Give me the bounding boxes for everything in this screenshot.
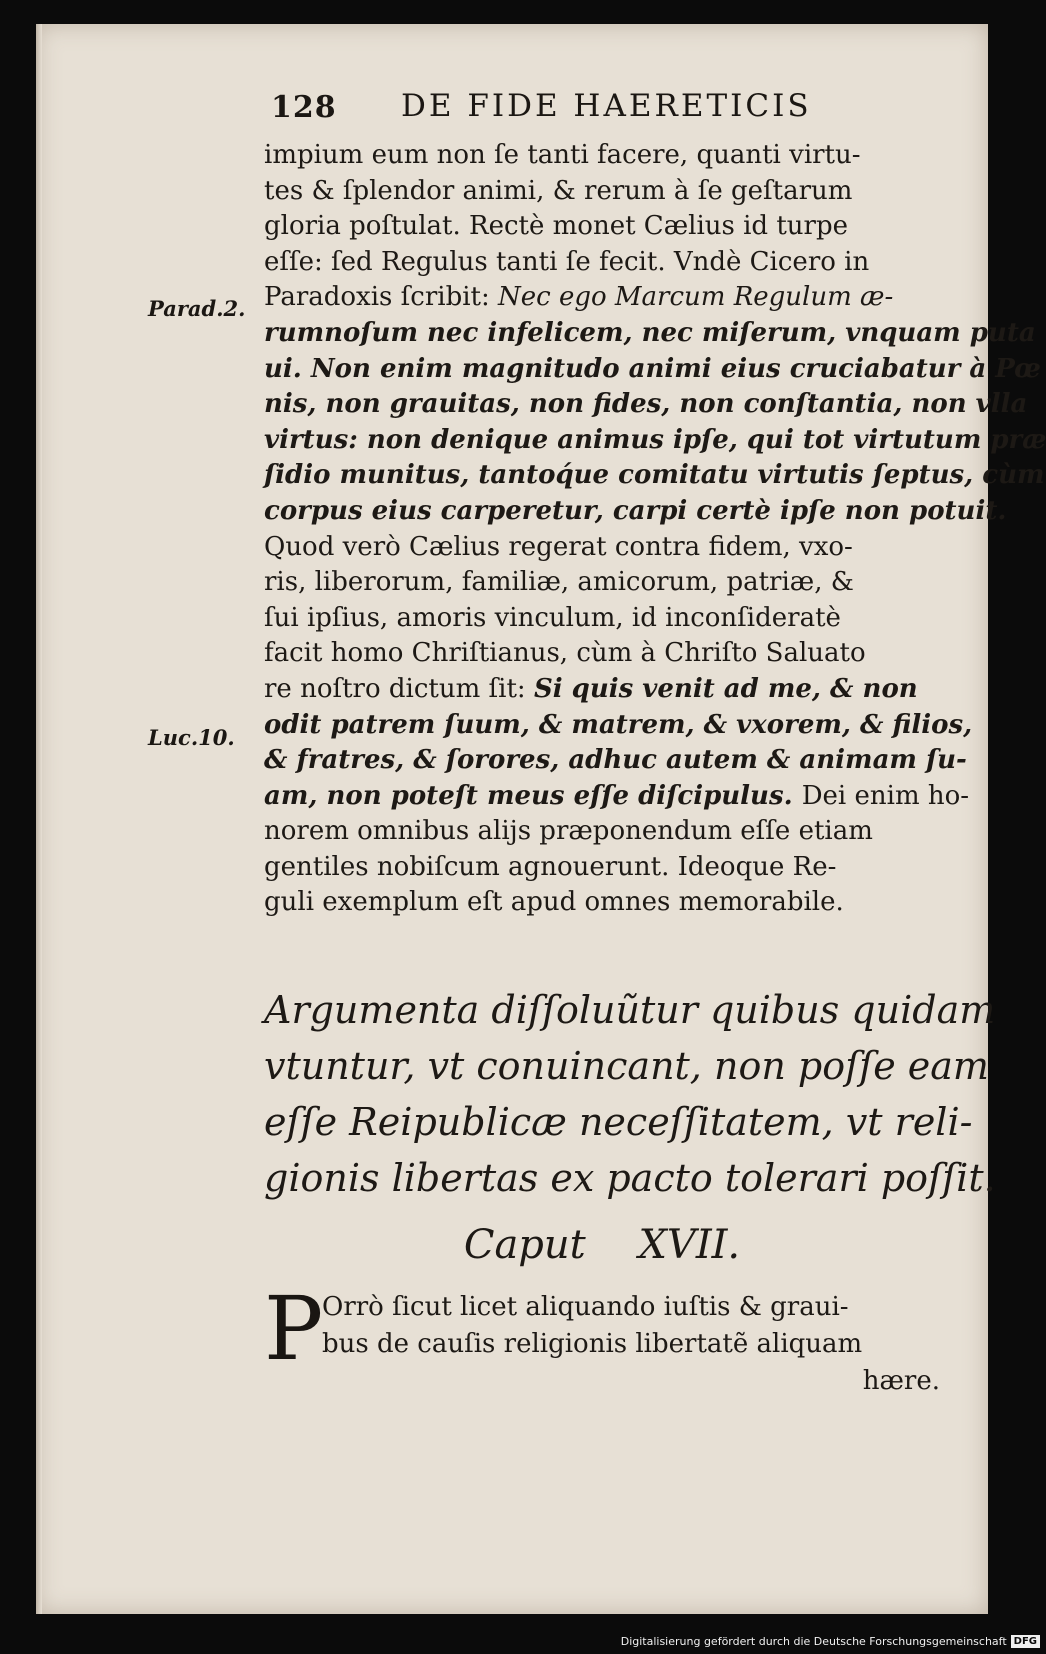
quotation-italic: Si quis venit ad me, & non bbox=[533, 673, 918, 704]
page-gutter bbox=[36, 24, 42, 1614]
body-text bbox=[264, 138, 1046, 921]
digitization-credit bbox=[621, 1635, 1040, 1648]
text-line: bus de cauſis religionis libertatẽ aliquam bbox=[322, 1329, 863, 1359]
quotation-line: ſidio munitus, tantoq́ue comitatu virtutis ſeptus, cùm bbox=[264, 460, 1045, 491]
text-line bbox=[264, 280, 940, 316]
text-line: Orrò ſicut licet aliquando iuſtis & graui- bbox=[322, 1292, 849, 1322]
chapter-summary-heading bbox=[264, 982, 996, 1206]
text-roman: re noſtro dictum ſit: bbox=[264, 673, 534, 704]
text-line: impium eum non ſe tanti facere, quanti virtu- bbox=[264, 140, 861, 170]
quotation-line: nis, non grauitas, non fides, non conſtantia, non vlla bbox=[264, 389, 1028, 420]
quotation-line: ui. Non enim magnitudo animi eius cruciabatur à Pœ bbox=[264, 353, 1041, 384]
credit-text: Digitalisierung gefördert durch die Deutsche Forschungsgemeinschaft bbox=[620, 1635, 1007, 1648]
book-page bbox=[36, 24, 1046, 1614]
text-line: gloria poſtulat. Rectè monet Cælius id turpe bbox=[264, 211, 848, 242]
text-line bbox=[264, 779, 970, 815]
marginal-note-paradox: Parad.2. bbox=[148, 296, 246, 321]
heading-line: gionis libertas ex pacto tolerari poſſit. bbox=[264, 1156, 996, 1200]
chapter-text bbox=[264, 1277, 940, 1400]
text-line: ſui ipſius, amoris vinculum, id inconſideratè bbox=[264, 602, 841, 633]
quotation-line: virtus: non denique animus ipſe, qui tot virtutum præ bbox=[264, 424, 1046, 455]
heading-line: vtuntur, vt conuincant, non poſſe eam bbox=[264, 1044, 989, 1088]
text-line bbox=[264, 672, 940, 708]
text-line: guli exemplum eſt apud omnes memorabile. bbox=[264, 887, 844, 918]
text-line: gentiles nobiſcum agnouerunt. Ideoque Re- bbox=[264, 851, 837, 882]
heading-line: Argumenta diſſoluũtur quibus quidam bbox=[264, 988, 996, 1032]
page-header bbox=[271, 86, 911, 134]
quotation-line: rumnoſum nec infelicem, nec miſerum, vnquam puta bbox=[264, 317, 1036, 348]
text-line: tes & ſplendor animi, & rerum à ſe geſtarum bbox=[264, 175, 853, 206]
running-head: DE FIDE HAERETICIS bbox=[401, 88, 812, 124]
heading-line: eſſe Reipublicæ neceſſitatem, vt reli- bbox=[264, 1100, 973, 1144]
text-line: eſſe: ſed Regulus tanti ſe fecit. Vndè Cicero in bbox=[264, 246, 870, 277]
text-roman: Dei enim ho- bbox=[801, 780, 970, 811]
quotation-line: & fratres, & ſorores, adhuc autem & animam ſu- bbox=[264, 745, 967, 776]
text-line: ris, liberorum, familiæ, amicorum, patriæ, & bbox=[264, 567, 854, 598]
marginal-note-luke: Luc.10. bbox=[148, 725, 235, 750]
quotation-line: corpus eius carperetur, carpi certè ipſe non potuit. bbox=[264, 495, 1007, 526]
text-roman: Paradoxis ſcribit: bbox=[264, 282, 498, 313]
text-line: Quod verò Cælius regerat contra fidem, vxo- bbox=[264, 531, 853, 562]
catchword: hære. bbox=[862, 1366, 940, 1396]
text-line: facit homo Chriſtianus, cùm à Chriſto Saluato bbox=[264, 638, 866, 669]
dfg-logo: DFG bbox=[1011, 1635, 1040, 1648]
quotation-line: odit patrem ſuum, & matrem, & vxorem, & filios, bbox=[264, 709, 973, 740]
quotation-italic: am, non poteſt meus eſſe diſcipulus. bbox=[264, 780, 802, 811]
text-line: norem omnibus alijs præponendum eſſe etiam bbox=[264, 816, 873, 847]
quotation-italic: Nec ego Marcum Regulum æ- bbox=[498, 282, 894, 313]
page-number: 128 bbox=[271, 90, 337, 125]
drop-cap: P bbox=[264, 1277, 324, 1380]
chapter-label: Caput XVII. bbox=[463, 1222, 741, 1268]
